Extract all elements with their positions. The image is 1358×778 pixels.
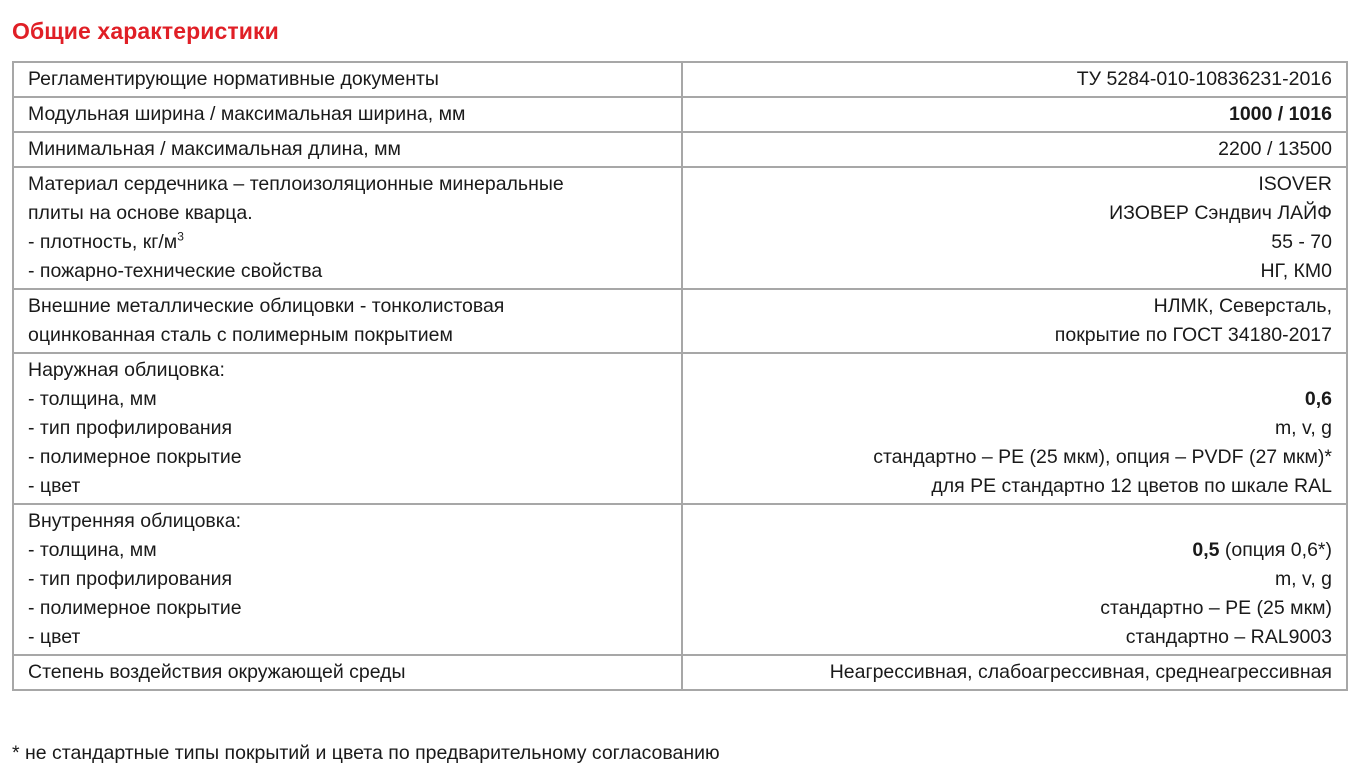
label-line: плиты на основе кварца.: [28, 202, 253, 224]
label-line: Наружная облицовка:: [28, 359, 225, 381]
label-line: оцинкованная сталь с полимерным покрытием: [28, 324, 453, 346]
value-line: 55 - 70: [1271, 231, 1332, 253]
value-line: m, v, g: [1274, 568, 1332, 590]
row-label: [13, 353, 682, 504]
value-line: 1000 / 1016: [1228, 103, 1332, 125]
row-value: [682, 655, 1347, 690]
row-value: [682, 97, 1347, 132]
value-line: 0,6: [1304, 388, 1332, 410]
label-line: Степень воздействия окружающей среды: [28, 661, 406, 683]
row-label: [13, 62, 682, 97]
value-line: НЛМК, Северсталь,: [1153, 295, 1332, 317]
label-line: - толщина, мм: [28, 388, 157, 410]
table-row: [13, 353, 1347, 504]
value-line: НГ, КМ0: [1260, 260, 1332, 282]
value-line: покрытие по ГОСТ 34180-2017: [1054, 324, 1332, 346]
label-line: Внешние металлические облицовки - тонколистовая: [28, 295, 505, 317]
value-spacer: [689, 507, 1332, 536]
label-line: Регламентирующие нормативные документы: [28, 68, 439, 90]
value-spacer: [689, 356, 1332, 385]
label-line: - пожарно-технические свойства: [28, 260, 323, 282]
table-row: [13, 504, 1347, 655]
row-label: [13, 655, 682, 690]
row-value: [682, 353, 1347, 504]
value-line: 2200 / 13500: [1218, 138, 1332, 160]
value-line: ISOVER: [1258, 173, 1332, 195]
value-line: ИЗОВЕР Сэндвич ЛАЙФ: [1109, 202, 1332, 224]
row-label: [13, 132, 682, 167]
table-row: [13, 655, 1347, 690]
value-line: ТУ 5284-010-10836231-2016: [1076, 68, 1332, 90]
density-superscript: 3: [177, 229, 184, 244]
thickness-bold: 0,5: [1192, 539, 1220, 561]
row-value: [682, 62, 1347, 97]
row-label: [13, 289, 682, 353]
row-label: [13, 504, 682, 655]
label-line: - полимерное покрытие: [28, 446, 242, 468]
label-line: - цвет: [28, 626, 81, 648]
row-value: [682, 504, 1347, 655]
table-row: [13, 167, 1347, 289]
value-line: [689, 536, 1332, 565]
value-line: m, v, g: [1274, 417, 1332, 439]
row-label: [13, 97, 682, 132]
value-line: стандартно – PE (25 мкм): [1100, 597, 1332, 619]
label-line: Внутренняя облицовка:: [28, 510, 242, 532]
table-row: [13, 62, 1347, 97]
label-line: Минимальная / максимальная длина, мм: [28, 138, 401, 160]
value-line: для PE стандартно 12 цветов по шкале RAL: [931, 475, 1332, 497]
row-value: [682, 289, 1347, 353]
footnote: * не стандартные типы покрытий и цвета по предварительному согласованию: [12, 742, 720, 764]
label-line: - тип профилирования: [28, 568, 233, 590]
table-row: [13, 132, 1347, 167]
table-row: [13, 289, 1347, 353]
section-title: Общие характеристики: [12, 18, 279, 44]
label-line: - полимерное покрытие: [28, 597, 242, 619]
density-label: - плотность, кг/м: [28, 231, 178, 253]
value-line: стандартно – RAL9003: [1125, 626, 1332, 648]
row-value: [682, 132, 1347, 167]
value-line: Неагрессивная, слабоагрессивная, среднеагрессивная: [829, 661, 1332, 683]
table-row: [13, 97, 1347, 132]
value-line: стандартно – PE (25 мкм), опция – PVDF (27 мкм)*: [873, 446, 1332, 468]
label-line: - толщина, мм: [28, 539, 157, 561]
label-line: Материал сердечника – теплоизоляционные минеральные: [28, 173, 564, 195]
label-line: - цвет: [28, 475, 81, 497]
label-line: Модульная ширина / максимальная ширина, мм: [28, 103, 466, 125]
row-label: [13, 167, 682, 289]
label-line: - тип профилирования: [28, 417, 233, 439]
row-value: [682, 167, 1347, 289]
thickness-note: (опция 0,6*): [1219, 539, 1332, 561]
label-line: [28, 228, 671, 257]
spec-table: [12, 61, 1348, 691]
